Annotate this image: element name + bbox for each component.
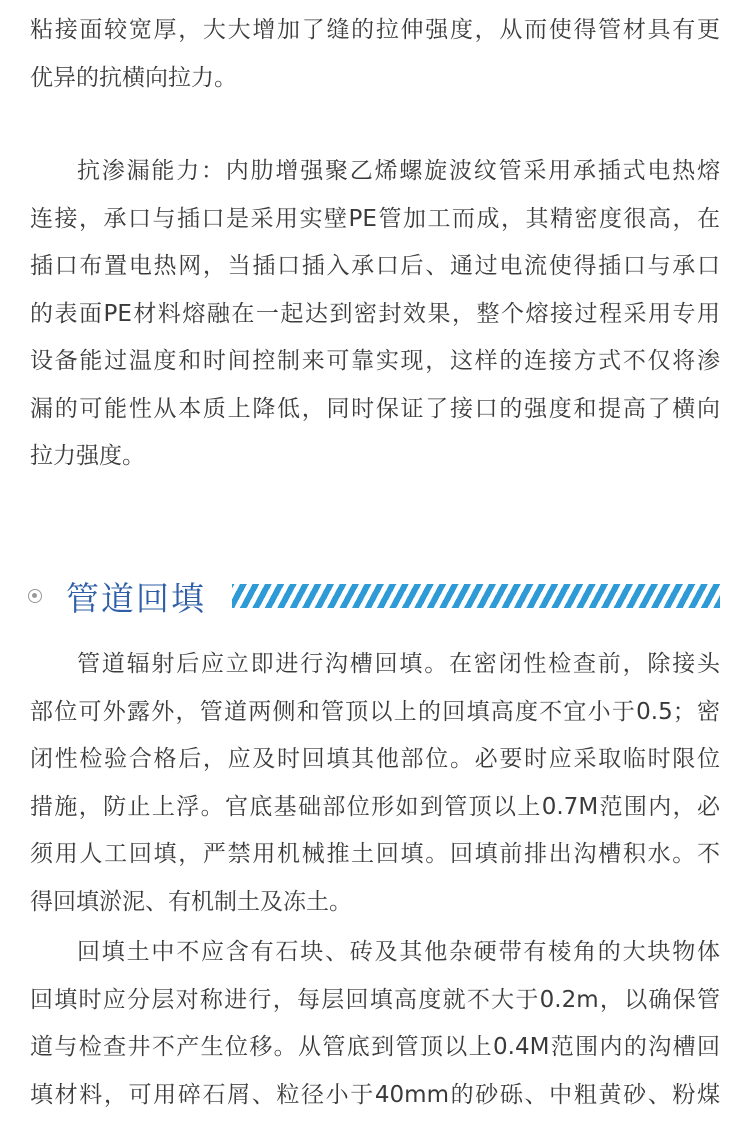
- text-line: 漏的可能性从本质上降低，同时保证了接口的强度和提高了横向: [30, 395, 720, 422]
- text-line: 道与检查井不产生位移。从管底到管顶以上0.4M范围内的沟槽回: [30, 1034, 720, 1060]
- text-line: 插口布置电热网，当插口插入承口后、通过电流使得插口与承口: [30, 253, 720, 279]
- text-line: 须用人工回填，严禁用机械推土回填。回填前排出沟槽积水。不: [30, 841, 720, 867]
- section-heading: [28, 568, 720, 624]
- section-title: 管道回填: [66, 578, 206, 618]
- text-line: 粘接面较宽厚，大大增加了缝的拉伸强度，从而使得管材具有更: [30, 17, 720, 43]
- text-line: 的表面PE材料熔融在一起达到密封效果，整个熔接过程采用专用: [30, 300, 720, 327]
- text-line: 填材料，可用碎石屑、粒径小于40mm的砂砾、中粗黄砂、粉煤: [30, 1081, 720, 1108]
- text-line: 连接，承口与插口是采用实壁PE管加工而成，其精密度很高，在: [30, 205, 720, 232]
- text-line: 抗渗漏能力：内肋增强聚乙烯螺旋波纹管采用承插式电热熔: [77, 158, 720, 184]
- paragraph-backfill-soil: [30, 929, 720, 1119]
- text-line: 回填土中不应含有石块、砖及其他杂硬带有棱角的大块物体: [77, 939, 720, 965]
- text-line: 拉力强度。: [30, 443, 145, 469]
- text-line: 优异的抗横向拉力。: [30, 64, 237, 91]
- text-line: 措施，防止上浮。官底基础部位形如到管顶以上0.7M范围内，必: [30, 793, 720, 820]
- paragraph-leakage: [30, 148, 720, 481]
- text-line: 回填时应分层对称进行，每层回填高度就不大于0.2m，以确保管: [30, 986, 720, 1013]
- paragraph-backfill: [30, 641, 720, 926]
- text-line: 闭性检验合格后，应及时回填其他部位。必要时应采取临时限位: [30, 746, 720, 772]
- text-line: 部位可外露外，管道两侧和管顶以上的回填高度不宜小于0.5；密: [30, 698, 720, 725]
- text-line: 管道辐射后应立即进行沟槽回填。在密闭性检查前，除接头: [77, 651, 720, 677]
- paragraph-tensile: [30, 7, 720, 102]
- striped-divider: [232, 584, 720, 608]
- circle-bullet-icon: [28, 589, 42, 603]
- text-line: 设备能过温度和时间控制来可靠实现，这样的连接方式不仅将渗: [30, 348, 720, 374]
- text-line: 得回填淤泥、有机制土及冻土。: [30, 888, 352, 915]
